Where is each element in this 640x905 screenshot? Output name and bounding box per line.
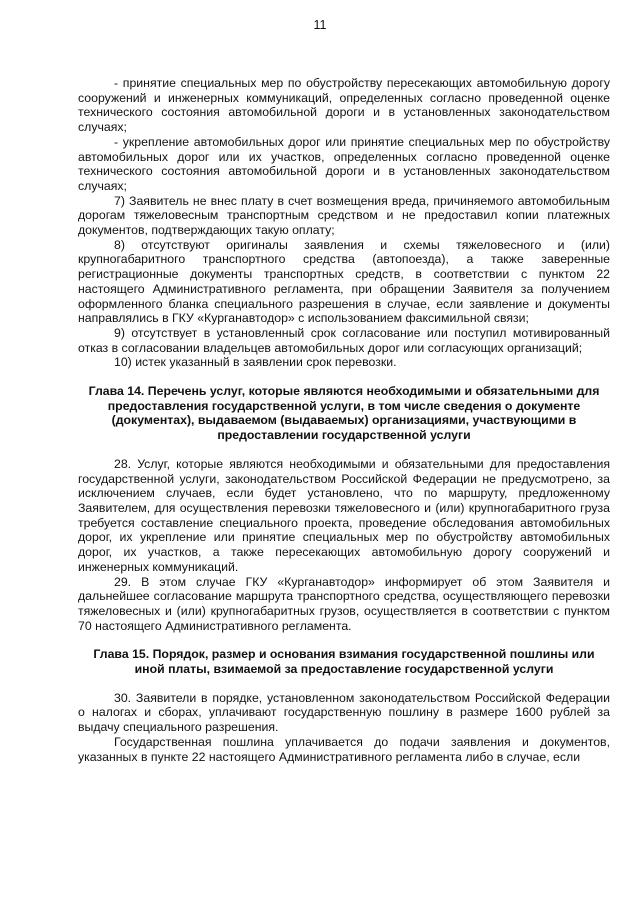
- paragraph-30: 30. Заявители в порядке, установленном законодательством Российской Федерации о налогах и сборах, уплачивают государственную пошлину в размере 1600 рублей за выдачу специального разрешения.: [78, 690, 610, 735]
- paragraph-fee-continued: Государственная пошлина уплачивается до подачи заявления и документов, указанных в пункте 22 настоящего Административного регламента либо в случае, если: [78, 734, 610, 764]
- paragraph-29: 29. В этом случае ГКУ «Курганавтодор» информирует об этом Заявителя и дальнейшее согласование маршрута транспортного средства, осуществляющего перевозки тяжеловесных и (или) крупногабаритных грузов, осуществляется в соответствии с пунктом 70 настоящего Административного регламента.: [78, 574, 610, 633]
- paragraph-28: 28. Услуг, которые являются необходимыми и обязательными для предоставления государственной услуги, законодательством Российской Федерации не предусмотрено, за исключением случаев, если будет установлено, что по маршруту, предложенному Заявителем, для осуществления перевозки тяжеловесного и (или) крупногабаритного груза требуется составление специального проекта, проведение обследования автомобильных дорог, их укрепление или принятие специальных мер по обустройству автомобильных дорог, их участков, а также пересекающих автомобильную дорогу сооружений и инженерных коммуникаций.: [78, 456, 610, 574]
- paragraph-item-2: - укрепление автомобильных дорог или принятие специальных мер по обустройству автомобильных дорог или их участков, определенных согласно проведенной оценке технического состояния автомобильной дороги и в установленных законодательством случаях;: [78, 134, 610, 193]
- document-body: [78, 76, 610, 764]
- chapter-15-heading: Глава 15. Порядок, размер и основания взимания государственной пошлины или иной платы, взимаемой за предоставление государственной услуги: [93, 647, 595, 677]
- chapter-14-heading: Глава 14. Перечень услуг, которые являются необходимыми и обязательными для предоставления государственной услуги, в том числе сведения о документе (документах), выдаваемом (выдаваемых) организациями, участвующими в предоставлении государственной услуги: [88, 384, 600, 443]
- page-number: 11: [313, 18, 327, 32]
- paragraph-item-9: 9) отсутствует в установленный срок согласование или поступил мотивированный отказ в согласовании владельцев автомобильных дорог или согласующих организаций;: [78, 325, 610, 355]
- paragraph-item-10: 10) истек указанный в заявлении срок перевозки.: [114, 355, 397, 370]
- paragraph-item-8: 8) отсутствуют оригиналы заявления и схемы тяжеловесного и (или) крупногабаритного транспортного средства (автопоезда), а также заверенные регистрационные документы транспортных средств, в соответствии с пунктом 22 настоящего Административного регламента, при обращении Заявителя за получением оформленного бланка специального разрешения в случае, если заявление и документы направлялись в ГКУ «Курганавтодор» с использованием факсимильной связи;: [78, 237, 610, 326]
- paragraph-item-7: 7) Заявитель не внес плату в счет возмещения вреда, причиняемого автомобильным дорогам тяжеловесным транспортным средством и не предоставил копии платежных документов, подтверждающих такую оплату;: [78, 193, 610, 238]
- paragraph-item-1: - принятие специальных мер по обустройству пересекающих автомобильную дорогу сооружений и инженерных коммуникаций, определенных согласно проведенной оценке технического состояния автомобильной дороги и в установленных законодательством случаях;: [78, 76, 610, 135]
